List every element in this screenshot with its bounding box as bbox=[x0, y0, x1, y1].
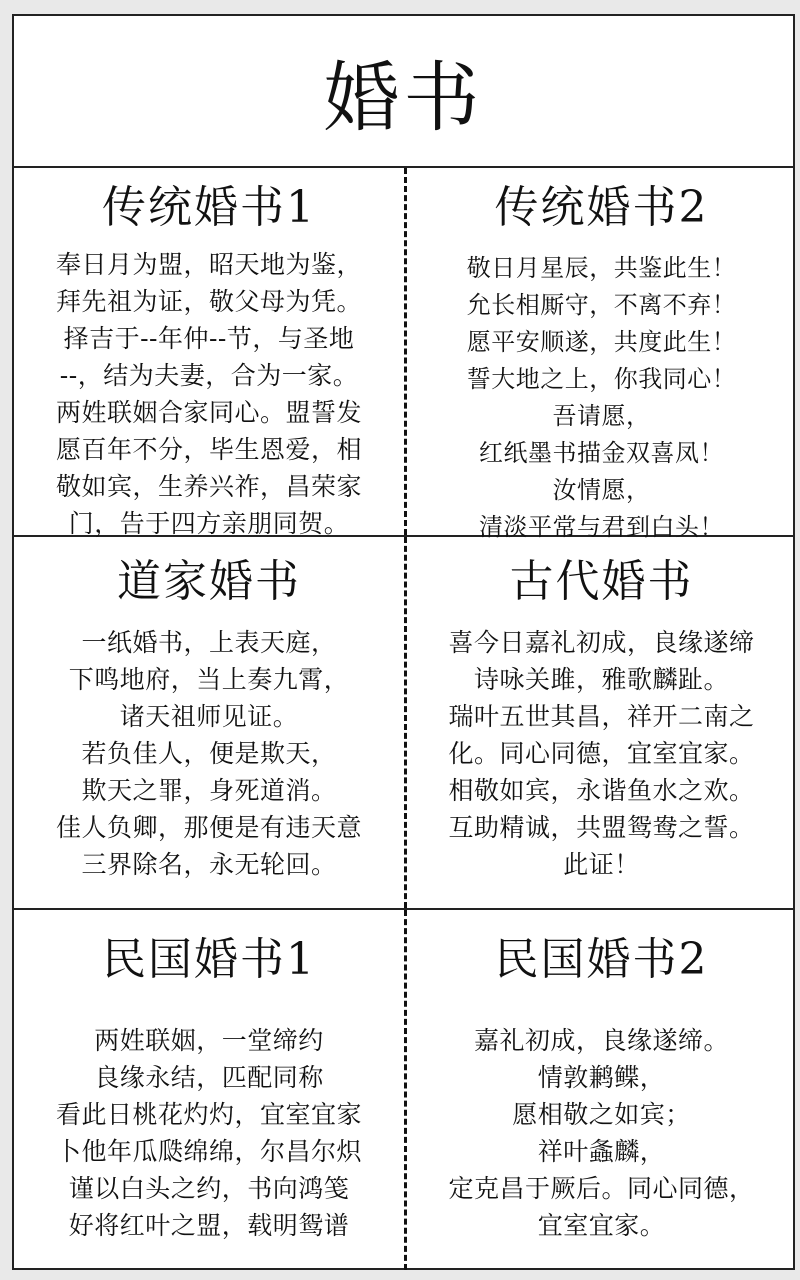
section-line: 瑞叶五世其昌，祥开二南之 bbox=[448, 702, 755, 731]
section-line: 愿平安顺遂，共度此生！ bbox=[466, 328, 737, 356]
section-line: 一纸婚书，上表天庭， bbox=[81, 628, 337, 657]
section-line: 诗咏关雎，雅歌麟趾。 bbox=[473, 665, 729, 694]
section-line: 汝情愿， bbox=[552, 476, 651, 504]
section-line: 互助精诚，共盟鸳鸯之誓。 bbox=[448, 813, 755, 842]
section-line: 此证！ bbox=[563, 850, 640, 879]
section-line: 情敦鹣鲽， bbox=[537, 1063, 666, 1092]
section-line: 定克昌于厥后。同心同德， bbox=[448, 1174, 755, 1203]
section-line: 愿相敬之如宾； bbox=[512, 1100, 691, 1129]
section-line: 好将红叶之盟，载明鸳谱 bbox=[68, 1211, 350, 1240]
column-divider-3 bbox=[404, 910, 407, 1270]
section-line: 敬日月星辰，共鉴此生！ bbox=[466, 254, 737, 282]
section-heading: 传统婚书1 bbox=[102, 182, 316, 233]
section-line: --，结为夫妻，合为一家。 bbox=[59, 361, 359, 390]
section-line: 欺天之罪，身死道消。 bbox=[81, 776, 337, 805]
section-line: 清淡平常与君到白头！ bbox=[479, 513, 724, 541]
section-line: 拜先祖为证，敬父母为凭。 bbox=[55, 287, 362, 316]
section-line: 下鸣地府，当上奏九霄， bbox=[68, 665, 350, 694]
section-heading: 民国婚书2 bbox=[494, 934, 709, 985]
section-line: 红纸墨书描金双喜凤！ bbox=[479, 439, 724, 467]
section-line: 三界除名，永无轮回。 bbox=[81, 850, 337, 879]
section-taoist bbox=[14, 550, 404, 883]
section-line: 良缘永结，匹配同称 bbox=[94, 1063, 324, 1092]
section-traditional-2 bbox=[408, 176, 795, 546]
section-heading: 民国婚书1 bbox=[102, 934, 316, 985]
section-line: 吾请愿， bbox=[552, 402, 651, 430]
section-line: 门，告于四方亲朋同贺。 bbox=[68, 509, 350, 538]
section-line: 愿百年不分，毕生恩爱，相 bbox=[55, 435, 362, 464]
section-line: 允长相厮守，不离不弃！ bbox=[466, 291, 737, 319]
section-line: 嘉礼初成，良缘遂缔。 bbox=[473, 1026, 729, 1055]
section-heading: 古代婚书 bbox=[509, 556, 694, 607]
section-line: 两姓联姻合家同心。盟誓发 bbox=[55, 398, 362, 427]
section-line: 敬如宾，生养兴祚，昌荣家 bbox=[55, 472, 362, 501]
section-line: 相敬如宾，永谐鱼水之欢。 bbox=[448, 776, 755, 805]
section-line: 两姓联姻，一堂缔约 bbox=[94, 1026, 324, 1055]
section-line: 看此日桃花灼灼，宜室宜家 bbox=[55, 1100, 362, 1129]
section-ancient bbox=[408, 550, 795, 883]
section-line: 誓大地之上，你我同心！ bbox=[466, 365, 737, 393]
section-line: 诸天祖师见证。 bbox=[119, 702, 299, 731]
section-line: 择吉于--年仲--节，与圣地 bbox=[63, 324, 355, 353]
section-line: 佳人负卿，那便是有违天意 bbox=[55, 813, 362, 842]
marriage-certificate-sheet bbox=[12, 14, 795, 1270]
section-line: 祥叶螽麟， bbox=[537, 1137, 666, 1166]
section-line: 奉日月为盟，昭天地为鉴， bbox=[55, 250, 362, 279]
section-line: 谨以白头之约，书向鸿笺 bbox=[68, 1174, 350, 1203]
page-title: 婚书 bbox=[323, 52, 484, 142]
section-traditional-1 bbox=[14, 176, 404, 542]
section-republic-1 bbox=[14, 928, 404, 1244]
section-heading: 传统婚书2 bbox=[494, 182, 709, 233]
section-line: 卜他年瓜瓞绵绵，尔昌尔炽 bbox=[55, 1137, 362, 1166]
section-line: 宜室宜家。 bbox=[537, 1211, 666, 1240]
column-divider-2 bbox=[404, 537, 407, 908]
section-republic-2 bbox=[408, 928, 795, 1244]
section-line: 喜今日嘉礼初成，良缘遂缔 bbox=[448, 628, 755, 657]
section-line: 化。同心同德，宜室宜家。 bbox=[448, 739, 755, 768]
column-divider-1 bbox=[404, 168, 407, 535]
section-line: 若负佳人，便是欺天， bbox=[81, 739, 337, 768]
section-heading: 道家婚书 bbox=[117, 556, 301, 607]
